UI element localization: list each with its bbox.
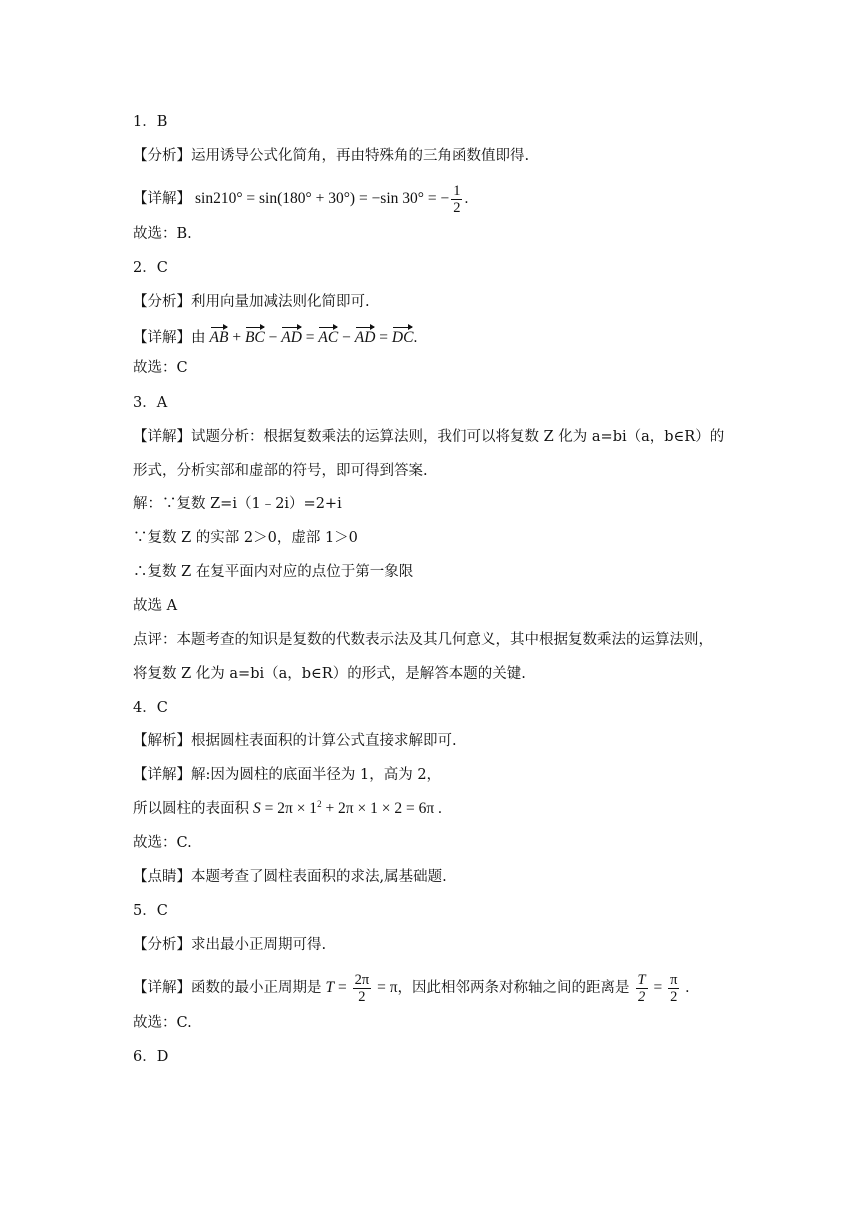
fraction-one-half: [451, 183, 462, 216]
vector-formula: [210, 329, 418, 346]
area-expr-part-1: = 2π × 1: [260, 800, 318, 817]
detail-4-line-2: [133, 799, 742, 819]
vector-dc: DC: [392, 326, 414, 348]
detail-1: [133, 183, 742, 216]
analysis-5: 【分析】求出最小正周期可得.: [133, 937, 327, 953]
formula-period: .: [413, 329, 418, 346]
detail-2: [133, 326, 742, 346]
op-equals: =: [301, 329, 319, 346]
sin-formula: [195, 183, 469, 216]
detail-1-label: 【详解】: [133, 191, 191, 208]
period-formula: [325, 972, 398, 1005]
op-equals: =: [649, 979, 667, 997]
vector-ad: AD: [355, 326, 376, 348]
vector-ac: AC: [318, 326, 338, 348]
op-minus: −: [264, 329, 282, 346]
conclusion-1: 故选：B.: [133, 226, 192, 242]
area-symbol: S: [253, 800, 261, 817]
fraction-numerator: 2π: [354, 972, 370, 988]
op-minus: −: [338, 329, 355, 346]
detail-5-middle-text: ，因此相邻两条对称轴之间的距离是: [397, 980, 630, 997]
fraction-t-over-two: [636, 972, 648, 1005]
answer-5-heading: 5．C: [133, 903, 168, 919]
detail-3-line-2: 形式，分析实部和虚部的符号，即可得到答案.: [133, 463, 428, 479]
solution-3-line-1: 解：∵复数 Z=i（1﹣2i）=2+i: [133, 496, 342, 512]
conclusion-2: 故选：C: [133, 360, 188, 376]
area-formula: [253, 800, 442, 817]
analysis-4: 【解析】根据圆柱表面积的计算公式直接求解即可.: [133, 733, 457, 749]
area-exponent: 2: [317, 798, 322, 809]
vector-bc: BC: [245, 326, 265, 348]
fraction-denominator: 2: [670, 989, 678, 1005]
sin-formula-text: sin210° = sin(180° + 30°) = −sin 30° = −: [195, 190, 450, 208]
fraction-numerator: T: [637, 972, 646, 988]
fraction-numerator: π: [670, 972, 678, 988]
answer-4-heading: 4．C: [133, 700, 168, 716]
conclusion-4: 故选：C.: [133, 835, 192, 851]
op-equals: =: [375, 329, 392, 346]
distance-formula: [634, 972, 690, 1005]
analysis-1: 【分析】运用诱导公式化简角，再由特殊角的三角函数值即得.: [133, 148, 530, 164]
fraction-numerator: 1: [453, 183, 461, 199]
fraction-two-pi-over-two: [353, 972, 372, 1005]
conclusion-3: 故选 A: [133, 598, 178, 614]
comment-3-line-2: 将复数 Z 化为 a=bi（a，b∈R）的形式，是解答本题的关键.: [133, 666, 526, 682]
answer-3-heading: 3．A: [133, 395, 168, 411]
solution-3-line-2: ∵复数 Z 的实部 2＞0，虚部 1＞0: [133, 530, 358, 546]
answer-1-heading: 1．B: [133, 114, 168, 130]
analysis-2: 【分析】利用向量加减法则化简即可.: [133, 294, 370, 310]
op-plus: +: [228, 329, 245, 346]
fraction-denominator: 2: [453, 200, 461, 216]
fraction-pi-over-two: [668, 972, 679, 1005]
detail-5: [133, 972, 742, 1005]
detail-3-line-1: 【详解】试题分析：根据复数乘法的运算法则，我们可以将复数 Z 化为 a=bi（a，b∈R）的: [133, 429, 725, 445]
area-expr-part-2: + 2π × 1 × 2 = 6π .: [321, 800, 442, 817]
vector-ab: AB: [210, 326, 229, 348]
fraction-denominator: 2: [637, 989, 646, 1005]
conclusion-5: 故选：C.: [133, 1015, 192, 1031]
remark-4: 【点睛】本题考查了圆柱表面积的求法,属基础题.: [133, 869, 447, 885]
answer-2-heading: 2．C: [133, 260, 168, 276]
period-result: = π: [373, 979, 398, 997]
fraction-denominator: 2: [358, 989, 366, 1005]
formula-period: .: [681, 979, 690, 997]
answer-6-heading: 6．D: [133, 1049, 169, 1065]
detail-5-label: 【详解】函数的最小正周期是: [133, 980, 322, 997]
period-symbol: T: [325, 979, 335, 997]
detail-4-line-1: 【详解】解:因为圆柱的底面半径为 1，高为 2，: [133, 767, 442, 783]
formula-period: .: [464, 190, 469, 208]
comment-3-line-1: 点评：本题考查的知识是复数的代数表示法及其几何意义，其中根据复数乘法的运算法则，: [133, 632, 713, 648]
vector-ad: AD: [281, 326, 302, 348]
solution-3-line-3: ∴复数 Z 在复平面内对应的点位于第一象限: [133, 564, 414, 580]
op-equals: =: [334, 979, 351, 997]
detail-2-label: 【详解】由: [133, 330, 206, 346]
detail-4-text: 所以圆柱的表面积: [133, 801, 249, 817]
